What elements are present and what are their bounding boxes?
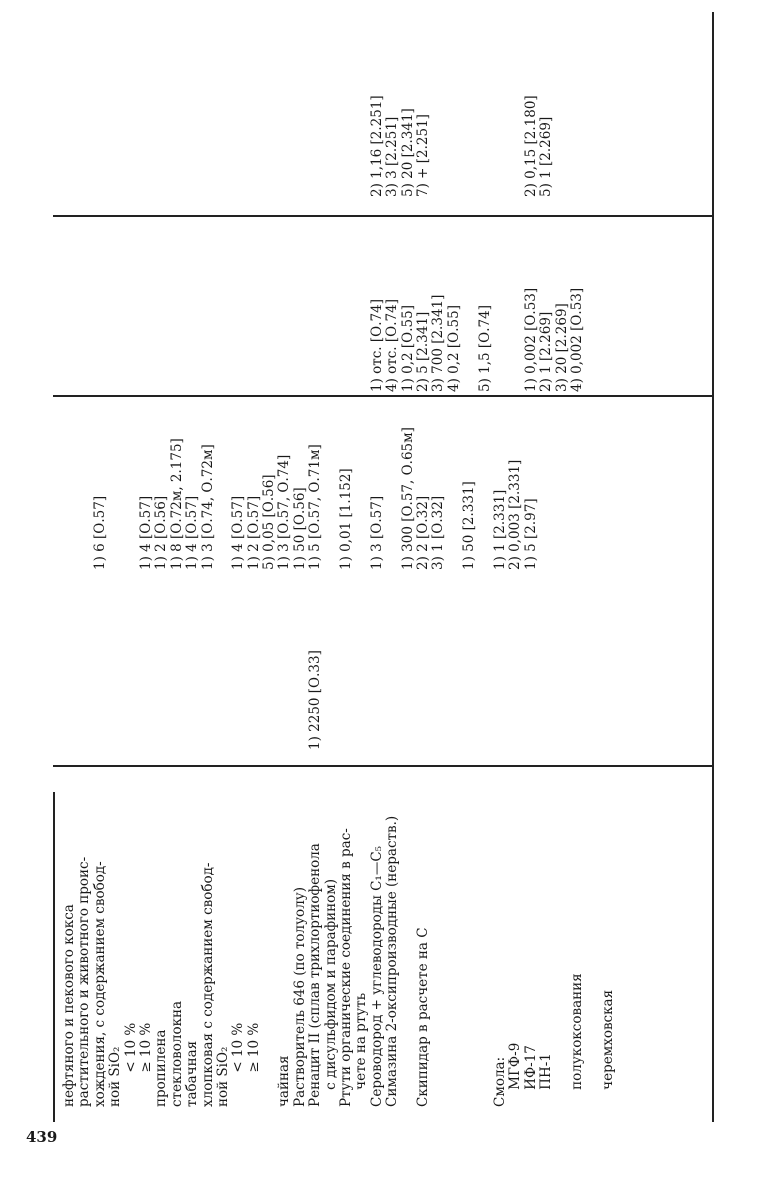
table-line: [154, 95, 169, 197]
table-line: [354, 427, 369, 570]
table-line: Ренацит II (сплав трихлортиофенола: [307, 843, 324, 1107]
table-line: [170, 650, 185, 750]
table-line: растительного и животного проис-: [76, 856, 93, 1107]
table-line: чайная: [276, 1055, 293, 1107]
table-line: [247, 95, 262, 197]
table-line: 3) 1 [О.32]: [430, 495, 447, 570]
table-line: [447, 816, 462, 1107]
table-line: 1) 0,01 [1.152]: [338, 468, 355, 570]
table-line: Скипидар в расчете на С: [414, 927, 431, 1107]
table-line: [185, 288, 200, 392]
table-line: нефтяного и пекового кокса: [61, 904, 77, 1107]
table-line: [478, 816, 493, 1107]
table-line: Сероводород + углеводороды C₁—C₅: [368, 845, 385, 1107]
table-line: [354, 288, 369, 392]
table-line: [154, 288, 169, 392]
table-line: [339, 95, 354, 197]
table-line: 1) 1 [2.331]: [491, 489, 508, 570]
table-line: [231, 288, 246, 392]
table-line: ≥ 10 %: [245, 1022, 262, 1107]
table-line: 4) отс. [О.74]: [384, 299, 401, 392]
table-line: [324, 95, 339, 197]
table-line: [77, 95, 92, 197]
page-number: 439: [26, 1128, 58, 1146]
table-line: МГФ-9: [507, 1042, 524, 1107]
table-line: 1) 5 [2.97]: [522, 498, 539, 570]
table-line: ИФ-17: [522, 1045, 539, 1107]
table-line: 1) 2 [О.57]: [245, 495, 262, 570]
table-line: ПН-1: [538, 1053, 555, 1107]
table-line: [108, 95, 123, 197]
table-line: [201, 95, 216, 197]
table-line: [108, 427, 123, 570]
table-line: 3) 700 [2.341]: [430, 294, 447, 392]
table-line: ной SiO₂: [107, 1046, 124, 1107]
table-line: [139, 288, 154, 392]
table-line: [293, 650, 308, 750]
top-rule: [712, 12, 714, 1122]
table-line: [216, 288, 231, 392]
table-line: [201, 650, 216, 750]
table-line: Симазина 2-оксипроизводные (нераств.): [384, 815, 401, 1107]
table-line: [447, 427, 462, 570]
table-line: [508, 288, 523, 392]
table-line: [508, 95, 523, 197]
table-line: [93, 288, 108, 392]
column-mpc-2: [62, 427, 539, 570]
table-line: [462, 95, 477, 197]
col-divider-2: [53, 396, 713, 398]
table-line: [139, 650, 154, 750]
table-line: [354, 95, 369, 197]
table-line: [262, 288, 277, 392]
table-line: 1) 50 [2.331]: [461, 481, 478, 570]
table-line: [77, 288, 92, 392]
table-line: [62, 95, 77, 197]
table-line: 5) 0,05 [О.56]: [261, 474, 278, 570]
table-line: 2) 1,16 [2.251]: [368, 95, 385, 197]
table-line: < 10 %: [230, 1022, 247, 1107]
table-line: 1) 4 [О.57]: [184, 495, 201, 570]
table-line: Ртути органические соединения в рас-: [338, 828, 355, 1107]
table-line: хождения, с содержанием свобод-: [91, 861, 108, 1107]
table-line: < 10 %: [122, 1022, 139, 1107]
table-line: [216, 650, 231, 750]
table-line: 1) 6 [О.57]: [91, 495, 108, 570]
table-line: [585, 816, 600, 1107]
table-line: [447, 95, 462, 197]
table-line: [262, 650, 277, 750]
table-line: [462, 288, 477, 392]
table-line: [185, 95, 200, 197]
table-line: [308, 95, 323, 197]
table-line: [108, 650, 123, 750]
table-line: чете на ртуть: [353, 992, 370, 1107]
table-line: [262, 95, 277, 197]
table-line: [431, 95, 446, 197]
col-divider-3: [53, 216, 713, 218]
table-line: [62, 427, 77, 570]
table-line: 5) 20 [2.341]: [399, 108, 416, 197]
table-line: [555, 816, 570, 1107]
table-line: 2) 0,003 [2.331]: [507, 459, 524, 570]
table-line: [93, 95, 108, 197]
table-line: 4) 0,002 [О.53]: [568, 287, 585, 392]
table-line: 2) 0,15 [2.180]: [522, 95, 539, 197]
table-line: [262, 816, 277, 1107]
table-line: [277, 95, 292, 197]
table-line: 1) 300 [О.57, О.65м]: [399, 427, 416, 570]
table-line: [185, 650, 200, 750]
table-line: 2) 2 [О.32]: [414, 495, 431, 570]
table-line: 1) 0,2 [О.55]: [399, 305, 416, 392]
table-line: [201, 288, 216, 392]
table-line: хлопковая с содержанием свобод-: [199, 862, 216, 1107]
table-line: [478, 95, 493, 197]
table-line: [431, 816, 446, 1107]
table-line: 5) 1,5 [О.74]: [476, 305, 493, 392]
table-line: [139, 95, 154, 197]
table-line: [308, 288, 323, 392]
table-line: [77, 427, 92, 570]
table-line: [170, 288, 185, 392]
table-line: 7) + [2.251]: [414, 114, 431, 197]
table-line: 4) 0,2 [О.55]: [445, 305, 462, 392]
table-line: [77, 650, 92, 750]
table-line: [247, 288, 262, 392]
table-line: 2) 5 [2.341]: [414, 311, 431, 392]
table-line: [93, 650, 108, 750]
table-line: 1) 2250 [О.33]: [307, 650, 324, 750]
table-line: [124, 288, 139, 392]
column-mpc-4: [62, 95, 555, 197]
table-line: [324, 427, 339, 570]
table-line: Смола:: [491, 1056, 508, 1107]
table-line: табачная: [184, 1040, 201, 1107]
table-line: [154, 650, 169, 750]
table-line: 3) 3 [2.251]: [384, 116, 401, 197]
table-line: [493, 95, 508, 197]
table-line: [277, 288, 292, 392]
table-line: 1) 0,002 [О.53]: [522, 287, 539, 392]
table-line: [231, 650, 246, 750]
table-line: [62, 650, 77, 750]
table-line: 1) 3 [О.57]: [368, 495, 385, 570]
table-line: пропилена: [153, 1029, 170, 1107]
column-substance: [62, 816, 616, 1107]
table-line: [324, 288, 339, 392]
table-line: [62, 288, 77, 392]
table-line: [401, 816, 416, 1107]
table-line: ной SiO₂: [214, 1046, 231, 1107]
table-line: ≥ 10 %: [137, 1022, 154, 1107]
table-line: [170, 95, 185, 197]
table-line: [124, 650, 139, 750]
table-line: черемховская: [599, 989, 616, 1107]
table-line: 1) 3 [О.57, О.74]: [276, 454, 293, 570]
table-line: [124, 95, 139, 197]
table-line: [216, 95, 231, 197]
table-line: 5) 1 [2.269]: [538, 116, 555, 197]
table-line: 1) 2 [О.56]: [153, 495, 170, 570]
column-mpc-1: [62, 650, 324, 750]
table-line: стекловолокна: [168, 1000, 185, 1107]
table-line: 3) 20 [2.269]: [553, 303, 570, 392]
bottom-rule: [53, 792, 55, 1122]
table-line: Растворитель 646 (по толуолу): [291, 887, 308, 1107]
table-line: 1) отс. [О.74]: [368, 299, 385, 392]
table-line: полукоксования: [568, 973, 585, 1107]
table-line: 1) 4 [О.57]: [137, 495, 154, 570]
table-line: [108, 288, 123, 392]
table-line: 1) 8 [О.72м, 2.175]: [168, 438, 185, 570]
table-line: [277, 650, 292, 750]
table-line: с дисульфидом и парафином): [322, 878, 339, 1107]
table-line: [216, 427, 231, 570]
table-line: [231, 95, 246, 197]
table-line: [493, 288, 508, 392]
table-line: [247, 650, 262, 750]
table-line: [293, 95, 308, 197]
table-line: 1) 3 [О.74, О.72м]: [199, 444, 216, 570]
table-line: 1) 5 [О.57, О.71м]: [307, 444, 324, 570]
table-line: 1) 4 [О.57]: [230, 495, 247, 570]
table-line: [339, 288, 354, 392]
table-line: [293, 288, 308, 392]
col-divider-1: [53, 766, 713, 768]
column-mpc-3: [62, 288, 585, 392]
table-line: [124, 427, 139, 570]
table-line: 2) 1 [2.269]: [538, 311, 555, 392]
table-line: [462, 816, 477, 1107]
table-line: 1) 50 [О.56]: [291, 487, 308, 570]
table-line: [478, 427, 493, 570]
table-line: [385, 427, 400, 570]
